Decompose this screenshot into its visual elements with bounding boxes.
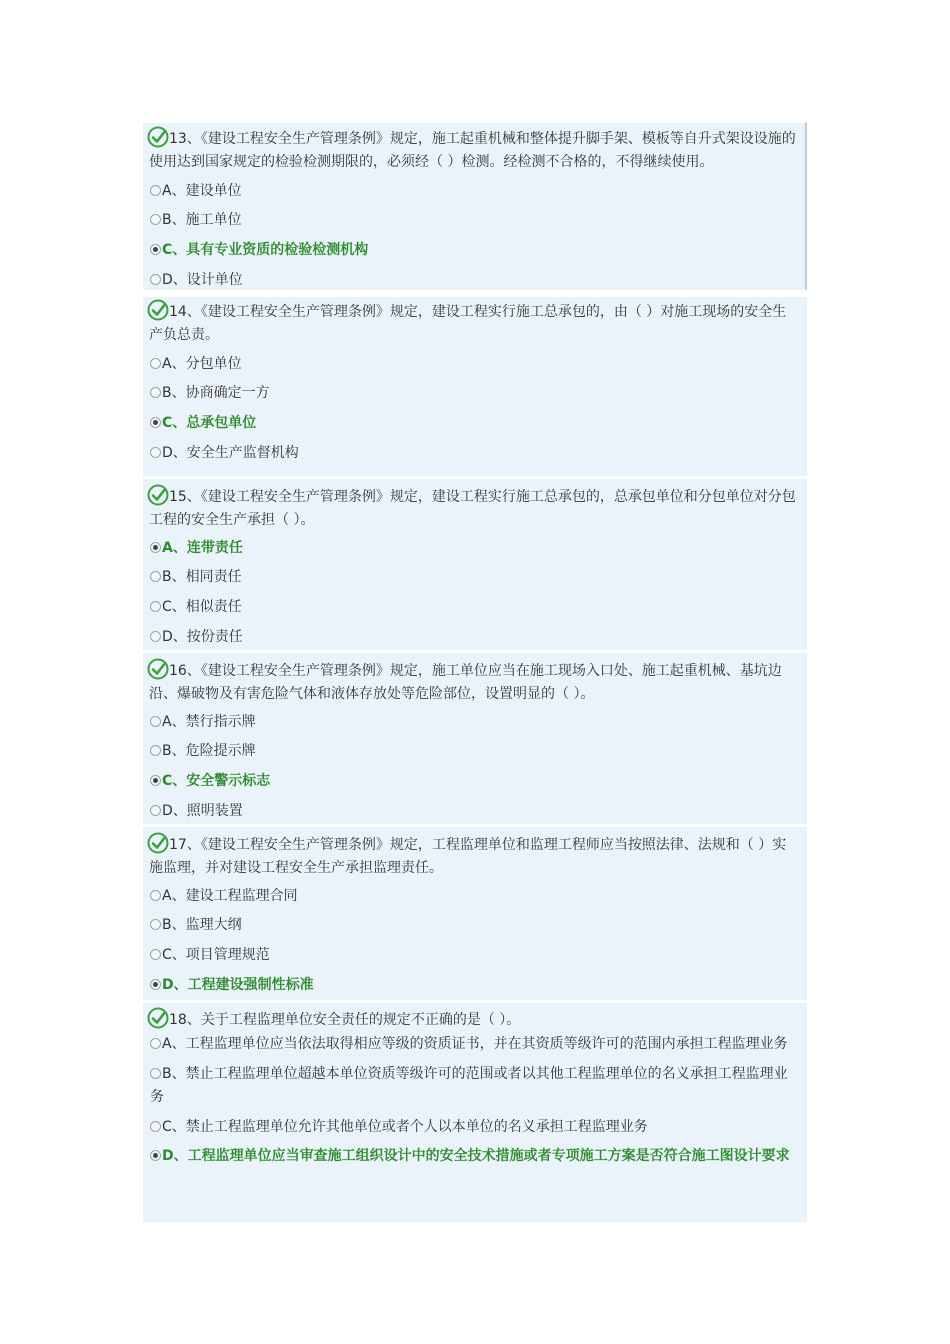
radio-button[interactable] — [150, 542, 161, 553]
question-text: 15、《建设工程安全生产管理条例》规定，建设工程实行施工总承包的，总承包单位和分包单位对分包工程的安全生产承担（ ）。 — [149, 489, 796, 528]
option-label: D、照明装置 — [162, 803, 243, 819]
option-b[interactable] — [149, 740, 799, 763]
radio-button[interactable] — [150, 890, 161, 901]
question-15 — [143, 478, 807, 650]
question-text: 17、《建设工程安全生产管理条例》规定，工程监理单位和监理工程师应当按照法律、法规和（ ）实施监理，并对建设工程安全生产承担监理责任。 — [149, 837, 787, 876]
check-circle-icon — [147, 126, 169, 148]
option-c[interactable] — [149, 770, 799, 793]
option-b[interactable] — [149, 1063, 799, 1109]
option-label: B、协商确定一方 — [162, 385, 270, 401]
radio-button[interactable] — [150, 979, 161, 990]
option-a[interactable] — [149, 537, 799, 560]
option-c[interactable] — [149, 412, 799, 435]
radio-button[interactable] — [150, 805, 161, 816]
radio-button[interactable] — [150, 631, 161, 642]
radio-button[interactable] — [150, 1068, 161, 1079]
radio-button[interactable] — [150, 949, 161, 960]
check-circle-icon — [147, 299, 169, 321]
radio-button[interactable] — [150, 1038, 161, 1049]
option-label: B、危险提示牌 — [162, 743, 256, 759]
radio-button[interactable] — [150, 601, 161, 612]
radio-button[interactable] — [150, 716, 161, 727]
quiz-panel — [143, 122, 807, 1222]
option-d[interactable] — [149, 1145, 799, 1168]
option-label: B、施工单位 — [162, 212, 242, 228]
radio-button[interactable] — [150, 571, 161, 582]
option-d[interactable] — [149, 269, 797, 292]
option-label: C、安全警示标志 — [162, 773, 271, 789]
check-circle-icon — [147, 658, 169, 680]
option-b[interactable] — [149, 209, 797, 232]
question-stem — [149, 123, 797, 174]
radio-button[interactable] — [150, 745, 161, 756]
radio-button[interactable] — [150, 447, 161, 458]
option-label: A、建设工程监理合同 — [162, 888, 298, 904]
option-label: D、工程建设强制性标准 — [162, 977, 314, 993]
question-text: 14、《建设工程安全生产管理条例》规定，建设工程实行施工总承包的，由（ ）对施工现场的安全生产负总责。 — [149, 304, 787, 343]
question-stem — [149, 1003, 799, 1032]
option-a[interactable] — [149, 353, 799, 376]
question-18 — [143, 1002, 807, 1222]
option-a[interactable] — [149, 1033, 799, 1056]
option-b[interactable] — [149, 382, 799, 405]
radio-button[interactable] — [150, 919, 161, 930]
question-stem — [149, 297, 799, 347]
option-label: B、禁止工程监理单位超越本单位资质等级许可的范围或者以其他工程监理单位的名义承担工程监理业务 — [150, 1066, 788, 1105]
option-label: C、相似责任 — [162, 599, 242, 615]
option-a[interactable] — [149, 885, 799, 908]
question-17 — [143, 826, 807, 1000]
option-label: D、工程监理单位应当审查施工组织设计中的安全技术措施或者专项施工方案是否符合施工图设计要求 — [162, 1148, 790, 1164]
option-label: A、禁行指示牌 — [162, 714, 256, 730]
check-circle-icon — [147, 832, 169, 854]
option-label: D、安全生产监督机构 — [162, 445, 299, 461]
option-d[interactable] — [149, 442, 799, 465]
question-14 — [143, 296, 807, 476]
option-a[interactable] — [149, 180, 797, 203]
question-16 — [143, 652, 807, 824]
option-label: B、相同责任 — [162, 569, 242, 585]
check-circle-icon — [147, 1007, 169, 1029]
option-label: C、禁止工程监理单位允许其他单位或者个人以本单位的名义承担工程监理业务 — [162, 1119, 648, 1135]
question-stem — [149, 827, 799, 880]
radio-button[interactable] — [150, 417, 161, 428]
option-label: A、建设单位 — [162, 183, 242, 199]
radio-button[interactable] — [150, 185, 161, 196]
option-c[interactable] — [149, 944, 799, 967]
option-label: D、设计单位 — [162, 272, 243, 288]
radio-button[interactable] — [150, 1150, 161, 1161]
option-label: D、按份责任 — [162, 629, 243, 645]
question-text: 13、《建设工程安全生产管理条例》规定，施工起重机械和整体提升脚手架、模板等自升式架设设施的使用达到国家规定的检验检测期限的，必须经（ ）检测。经检测不合格的，不得继续使用。 — [149, 131, 796, 170]
option-c[interactable] — [149, 239, 797, 262]
radio-button[interactable] — [150, 244, 161, 255]
radio-button[interactable] — [150, 214, 161, 225]
check-circle-icon — [147, 484, 169, 506]
radio-button[interactable] — [150, 387, 161, 398]
option-label: C、总承包单位 — [162, 415, 257, 431]
question-13 — [143, 122, 807, 290]
option-label: C、项目管理规范 — [162, 947, 270, 963]
option-b[interactable] — [149, 566, 799, 589]
option-a[interactable] — [149, 711, 799, 734]
question-stem — [149, 653, 799, 706]
option-label: A、分包单位 — [162, 356, 242, 372]
option-b[interactable] — [149, 914, 799, 937]
option-d[interactable] — [149, 974, 799, 997]
option-c[interactable] — [149, 1116, 799, 1139]
option-d[interactable] — [149, 626, 799, 649]
question-text: 16、《建设工程安全生产管理条例》规定，施工单位应当在施工现场入口处、施工起重机械、基坑边沿、爆破物及有害危险气体和液体存放处等危险部位，设置明显的（ ）。 — [149, 663, 782, 702]
radio-button[interactable] — [150, 274, 161, 285]
radio-button[interactable] — [150, 1121, 161, 1132]
radio-button[interactable] — [150, 358, 161, 369]
option-label: A、连带责任 — [162, 540, 243, 556]
option-label: C、具有专业资质的检验检测机构 — [162, 242, 369, 258]
option-c[interactable] — [149, 596, 799, 619]
option-label: A、工程监理单位应当依法取得相应等级的资质证书，并在其资质等级许可的范围内承担工程监理业务 — [162, 1036, 788, 1052]
option-label: B、监理大纲 — [162, 917, 242, 933]
radio-button[interactable] — [150, 775, 161, 786]
question-text: 18、关于工程监理单位安全责任的规定不正确的是（ ）。 — [169, 1012, 521, 1028]
question-stem — [149, 479, 799, 532]
option-d[interactable] — [149, 800, 799, 823]
